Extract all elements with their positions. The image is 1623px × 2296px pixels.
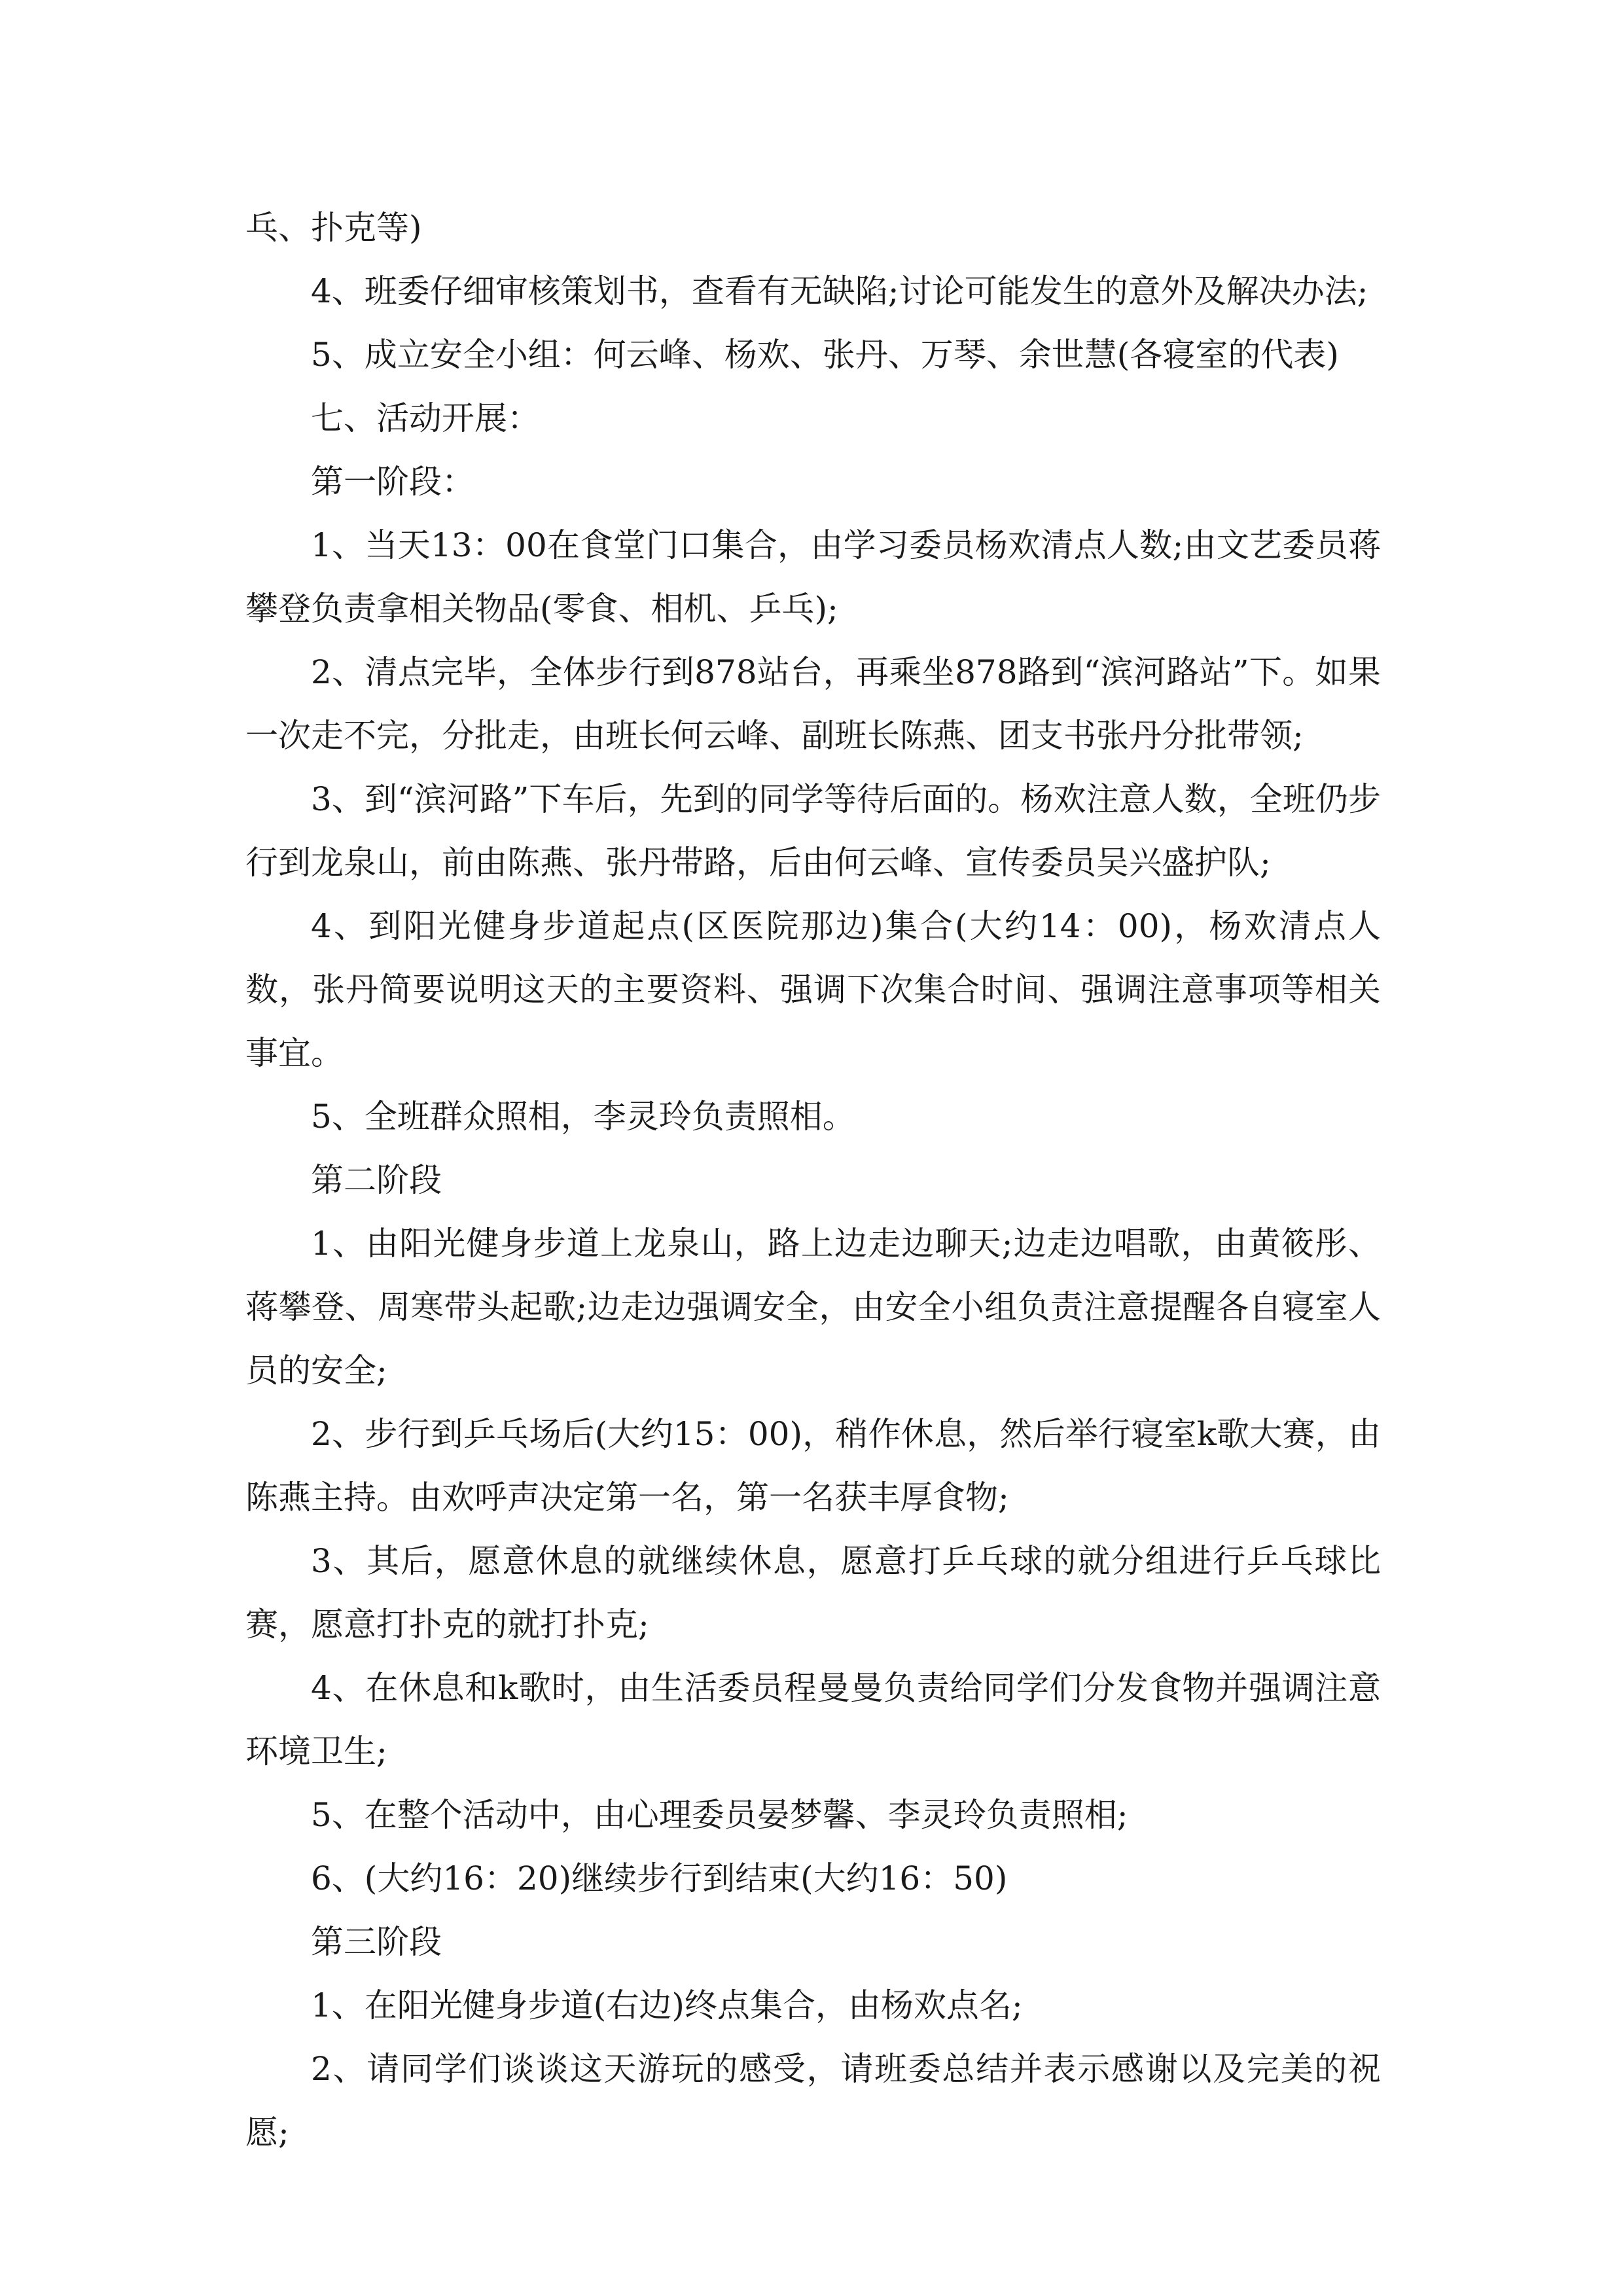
paragraph-item: 3、其后，愿意休息的就继续休息，愿意打乒乓球的就分组进行乒乓球比赛，愿意打扑克的就打扑克; [245,1542,1381,1643]
paragraph-item: 3、到“滨河路”下车后，先到的同学等待后面的。杨欢注意人数，全班仍步行到龙泉山，前由陈燕、张丹带路，后由何云峰、宣传委员吴兴盛护队; [245,780,1381,882]
paragraph-item: 4、到阳光健身步道起点(区医院那边)集合(大约14：00)，杨欢清点人数，张丹简要说明这天的主要资料、强调下次集合时间、强调注意事项等相关事宜。 [245,907,1381,1072]
paragraph-item: 6、(大约16：20)继续步行到结束(大约16：50) [311,1859,1008,1897]
stage-heading: 第一阶段： [311,463,474,501]
paragraph-item: 1、在阳光健身步道(右边)终点集合，由杨欢点名; [311,1986,1023,2024]
paragraph-item: 5、在整个活动中，由心理委员晏梦馨、李灵玲负责照相; [311,1796,1128,1834]
paragraph-item: 1、当天13：00在食堂门口集合，由学习委员杨欢清点人数;由文艺委员蒋攀登负责拿相关物品(零食、相机、乒乓); [245,526,1381,628]
stage-heading: 第三阶段 [311,1923,442,1961]
stage-heading: 第二阶段 [311,1161,442,1199]
paragraph-item: 4、班委仔细审核策划书，查看有无缺陷;讨论可能发生的意外及解决办法; [311,272,1368,310]
paragraph-item: 4、在休息和k歌时，由生活委员程曼曼负责给同学们分发食物并强调注意环境卫生; [245,1669,1381,1770]
paragraph-item: 2、请同学们谈谈这天游玩的感受，请班委总结并表示感谢以及完美的祝愿; [245,2050,1381,2151]
paragraph-continuation: 乓、扑克等) [245,209,422,247]
paragraph-item: 5、全班群众照相，李灵玲负责照相。 [311,1098,855,1136]
paragraph-item: 1、由阳光健身步道上龙泉山，路上边走边聊天;边走边唱歌，由黄筱彤、蒋攀登、周寒带头起歌;边走边强调安全，由安全小组负责注意提醒各自寝室人员的安全; [245,1225,1381,1390]
paragraph-item: 2、清点完毕，全体步行到878站台，再乘坐878路到“滨河路站”下。如果一次走不完，分批走，由班长何云峰、副班长陈燕、团支书张丹分批带领; [245,653,1381,755]
paragraph-item: 2、步行到乒乓场后(大约15：00)，稍作休息，然后举行寝室k歌大赛，由陈燕主持。由欢呼声决定第一名，第一名获丰厚食物; [245,1415,1381,1516]
document-body [245,196,1381,2164]
paragraph-item: 5、成立安全小组：何云峰、杨欢、张丹、万琴、余世慧(各寝室的代表) [311,336,1339,374]
section-heading: 七、活动开展： [311,399,540,437]
